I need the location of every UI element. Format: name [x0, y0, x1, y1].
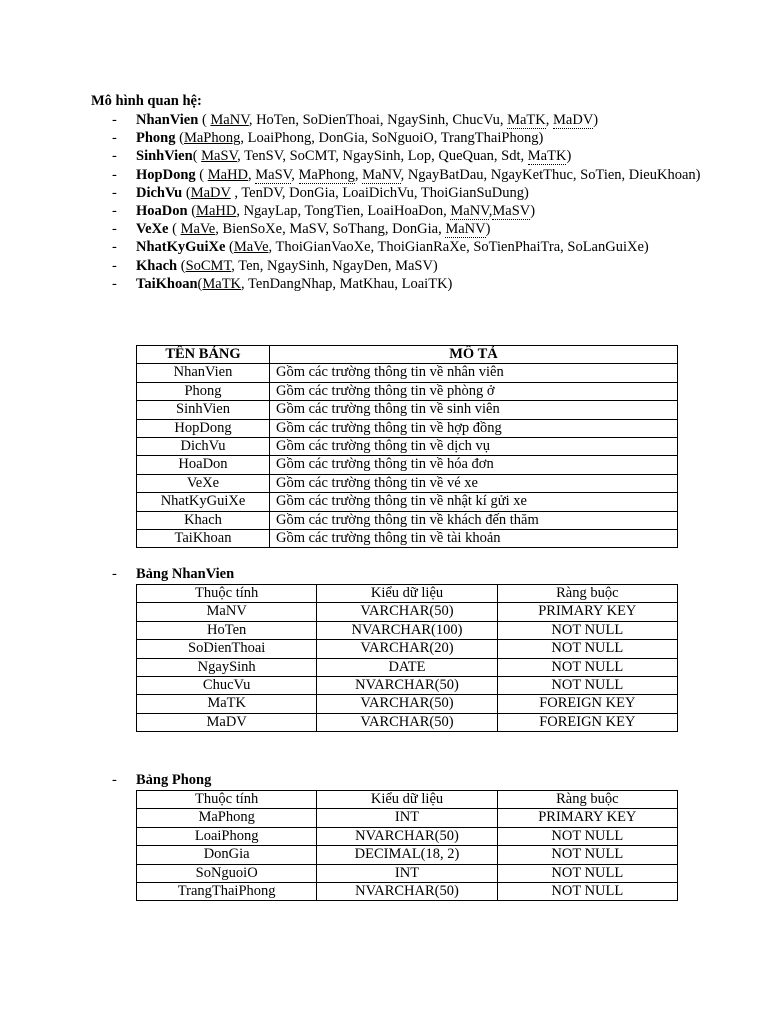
table-cell: FOREIGN KEY: [497, 695, 677, 713]
table-cell: Gồm các trường thông tin về hợp đồng: [270, 419, 678, 437]
table-row: [137, 883, 678, 901]
relation-text: ,: [545, 112, 554, 128]
column-header-table-name: TÊN BẢNG: [137, 346, 270, 364]
relation-text: ,: [354, 166, 363, 183]
relation-text: (: [168, 221, 181, 238]
relation-text: , Ten, NgaySinh, NgayDen, MaSV): [231, 257, 438, 274]
relation-text: ,: [248, 166, 256, 183]
relation-text: , HoTen, SoDienThoai, NgaySinh, ChucVu,: [248, 112, 508, 128]
foreign-key-attribute: MaSV: [255, 166, 292, 183]
table-cell: MaNV: [137, 603, 317, 621]
table-cell: Gồm các trường thông tin về phòng ở: [270, 382, 678, 400]
table-header-row: [137, 346, 678, 364]
table-cell: NgaySinh: [137, 658, 317, 676]
relation-text: , ThoiGianVaoXe, ThoiGianRaXe, SoTienPhaiTra, SoLanGuiXe): [268, 239, 649, 256]
relation-name: NhatKyGuiXe: [136, 239, 226, 256]
relation-name: SinhVien: [136, 148, 193, 165]
table-cell: DATE: [317, 658, 497, 676]
table-cell: NOT NULL: [497, 846, 677, 864]
section-title-phong: - Bảng Phong: [112, 772, 211, 789]
foreign-key-attribute: MaNV: [445, 221, 486, 238]
relation-text: (: [198, 112, 211, 128]
relation-text: (: [175, 130, 184, 147]
primary-key-attribute: MaVe: [180, 221, 216, 238]
table-cell: Gồm các trường thông tin về sinh viên: [270, 401, 678, 419]
table-row: [137, 493, 678, 511]
table-row: [137, 658, 678, 676]
relation-text: (: [195, 166, 208, 183]
table-cell: Phong: [137, 382, 270, 400]
table-cell: HopDong: [137, 419, 270, 437]
relation-text: (: [197, 275, 203, 292]
table-cell: DECIMAL(18, 2): [317, 846, 497, 864]
table-row: [137, 677, 678, 695]
table-cell: NhanVien: [137, 364, 270, 382]
table-row: [137, 603, 678, 621]
primary-key-attribute: MaSV: [201, 148, 238, 165]
relation-item: [112, 202, 712, 220]
relation-item: [112, 184, 712, 202]
foreign-key-attribute: MaTK: [527, 148, 567, 165]
table-cell: NOT NULL: [497, 621, 677, 639]
nhanvien-attribute-table: [136, 584, 678, 732]
primary-key-attribute: SoCMT: [185, 257, 232, 274]
table-row: [137, 864, 678, 882]
primary-key-attribute: MaTK: [202, 275, 242, 292]
table-row: [137, 846, 678, 864]
table-row: [137, 809, 678, 827]
relation-name: VeXe: [136, 221, 169, 238]
table-row: [137, 511, 678, 529]
table-cell: PRIMARY KEY: [497, 603, 677, 621]
table-header-row: [137, 791, 678, 809]
table-cell: INT: [317, 864, 497, 882]
table-cell: Gồm các trường thông tin về tài khoản: [270, 530, 678, 548]
table-cell: NVARCHAR(50): [317, 677, 497, 695]
table-cell: VARCHAR(50): [317, 695, 497, 713]
table-cell: NOT NULL: [497, 640, 677, 658]
relation-name: NhanVien: [136, 112, 199, 128]
relation-text: , TenSV, SoCMT, NgaySinh, Lop, QueQuan, Sdt,: [237, 148, 528, 165]
relation-text: , TenDangNhap, MatKhau, LoaiTK): [241, 275, 453, 292]
phong-attribute-table: [136, 790, 678, 901]
relation-text: , NgayLap, TongTien, LoaiHoaDon,: [236, 203, 451, 220]
table-row: [137, 438, 678, 456]
table-cell: Gồm các trường thông tin về vé xe: [270, 474, 678, 492]
relation-text: (: [182, 184, 191, 201]
section-title-nhanvien: - Bảng NhanVien: [112, 566, 234, 583]
table-cell: Gồm các trường thông tin về dịch vụ: [270, 438, 678, 456]
relation-text: (: [192, 148, 202, 165]
table-row: [137, 382, 678, 400]
table-cell: FOREIGN KEY: [497, 713, 677, 731]
column-header-constraint: Ràng buộc: [497, 585, 677, 603]
table-cell: NOT NULL: [497, 827, 677, 845]
table-row: [137, 621, 678, 639]
table-cell: SoNguoiO: [137, 864, 317, 882]
table-cell: INT: [317, 809, 497, 827]
table-cell: VeXe: [137, 474, 270, 492]
table-cell: SinhVien: [137, 401, 270, 419]
table-row: [137, 827, 678, 845]
relation-text: ,: [291, 166, 299, 183]
table-cell: NVARCHAR(50): [317, 827, 497, 845]
relation-name: DichVu: [136, 184, 183, 201]
table-row: [137, 419, 678, 437]
primary-key-attribute: MaPhong: [183, 130, 241, 147]
relational-model-heading: Mô hình quan hệ:: [91, 93, 202, 109]
table-cell: DonGia: [137, 846, 317, 864]
relation-item: [112, 129, 712, 147]
column-header-attribute: Thuộc tính: [137, 791, 317, 809]
foreign-key-attribute: MaPhong: [298, 166, 355, 183]
table-cell: TaiKhoan: [137, 530, 270, 548]
table-row: [137, 713, 678, 731]
relation-item: [112, 238, 712, 256]
relation-text: (: [225, 239, 234, 256]
relation-item: [112, 220, 712, 238]
relation-item: [112, 275, 712, 293]
table-row: [137, 474, 678, 492]
primary-key-attribute: MaVe: [233, 239, 269, 256]
column-header-attribute: Thuộc tính: [137, 585, 317, 603]
table-cell: LoaiPhong: [137, 827, 317, 845]
table-cell: DichVu: [137, 438, 270, 456]
table-header-row: [137, 585, 678, 603]
relation-name: HopDong: [136, 166, 196, 183]
table-cell: TrangThaiPhong: [137, 883, 317, 901]
table-cell: NOT NULL: [497, 658, 677, 676]
table-cell: NOT NULL: [497, 677, 677, 695]
relation-name: TaiKhoan: [136, 275, 198, 292]
primary-key-attribute: MaNV: [210, 112, 249, 128]
table-row: [137, 530, 678, 548]
table-cell: Khach: [137, 511, 270, 529]
foreign-key-attribute: MaSV: [492, 203, 531, 220]
relation-text: , TenDV, DonGia, LoaiDichVu, ThoiGianSuDung): [230, 184, 529, 201]
relation-item: [112, 166, 712, 184]
table-cell: MaTK: [137, 695, 317, 713]
table-description-table: [136, 345, 678, 548]
table-cell: Gồm các trường thông tin về hóa đơn: [270, 456, 678, 474]
table-cell: NOT NULL: [497, 883, 677, 901]
table-cell: VARCHAR(50): [317, 603, 497, 621]
relation-text: , BienSoXe, MaSV, SoThang, DonGia,: [215, 221, 446, 238]
relation-item: [112, 111, 712, 129]
table-cell: NhatKyGuiXe: [137, 493, 270, 511]
relation-name: HoaDon: [136, 203, 188, 220]
relation-item: [112, 257, 712, 275]
primary-key-attribute: MaDV: [190, 184, 231, 201]
relation-text: , NgayBatDau, NgayKetThuc, SoTien, DieuKhoan): [400, 166, 701, 183]
table-cell: MaDV: [137, 713, 317, 731]
primary-key-attribute: MaHD: [196, 203, 237, 220]
relation-text: (: [187, 203, 197, 220]
column-header-description: MÔ TẢ: [270, 346, 678, 364]
relation-text: ): [566, 148, 572, 165]
relation-text: ,: [488, 203, 493, 220]
foreign-key-attribute: MaDV: [553, 112, 594, 128]
table-cell: ChucVu: [137, 677, 317, 695]
table-cell: PRIMARY KEY: [497, 809, 677, 827]
relation-name: Khach: [136, 257, 178, 274]
table-row: [137, 401, 678, 419]
relation-text: (: [177, 257, 186, 274]
table-cell: SoDienThoai: [137, 640, 317, 658]
foreign-key-attribute: MaNV: [450, 203, 489, 220]
table-row: [137, 456, 678, 474]
table-row: [137, 640, 678, 658]
relation-text: , LoaiPhong, DonGia, SoNguoiO, TrangThaiPhong): [240, 130, 544, 147]
foreign-key-attribute: MaTK: [507, 112, 546, 128]
column-header-data-type: Kiểu dữ liệu: [317, 585, 497, 603]
table-cell: VARCHAR(20): [317, 640, 497, 658]
table-row: [137, 364, 678, 382]
table-cell: NVARCHAR(100): [317, 621, 497, 639]
foreign-key-attribute: MaNV: [362, 166, 401, 183]
relation-name: Phong: [136, 130, 176, 147]
column-header-constraint: Ràng buộc: [497, 791, 677, 809]
relation-text: ): [485, 221, 491, 238]
relation-list: [112, 111, 712, 293]
table-cell: NOT NULL: [497, 864, 677, 882]
column-header-data-type: Kiểu dữ liệu: [317, 791, 497, 809]
table-cell: HoTen: [137, 621, 317, 639]
table-cell: HoaDon: [137, 456, 270, 474]
table-cell: Gồm các trường thông tin về nhật kí gửi xe: [270, 493, 678, 511]
table-cell: Gồm các trường thông tin về khách đến thăm: [270, 511, 678, 529]
relation-item: [112, 147, 712, 165]
primary-key-attribute: MaHD: [207, 166, 249, 183]
table-cell: VARCHAR(50): [317, 713, 497, 731]
table-cell: Gồm các trường thông tin về nhân viên: [270, 364, 678, 382]
relation-text: ): [593, 112, 599, 128]
relation-text: ): [530, 203, 536, 220]
table-cell: NVARCHAR(50): [317, 883, 497, 901]
table-row: [137, 695, 678, 713]
table-cell: MaPhong: [137, 809, 317, 827]
